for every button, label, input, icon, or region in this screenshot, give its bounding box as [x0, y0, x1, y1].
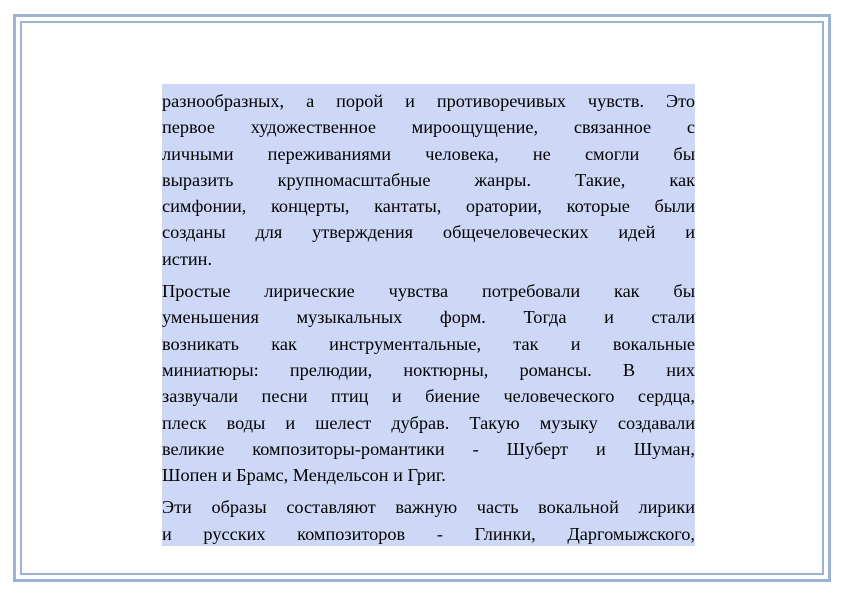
text-block: [162, 84, 695, 546]
text-line: возникать как инструментальные, так и вокальные: [162, 333, 695, 354]
text-line: разнообразных, а порой и противоречивых чувств. Это: [162, 91, 695, 111]
text-line: симфонии, концерты, кантаты, оратории, которые были: [162, 196, 695, 217]
text-line: истин.: [162, 248, 213, 269]
text-line: созданы для утверждения общечеловеческих идей и: [162, 222, 695, 243]
text-line: Эти образы составляют важную часть вокальной лирики: [162, 497, 695, 518]
text-line: уменьшения музыкальных форм. Тогда и стали: [162, 307, 695, 328]
text-line: выразить крупномасштабные жанры. Такие, как: [162, 169, 695, 190]
text-line: плеск воды и шелест дубрав. Такую музыку создавали: [162, 412, 695, 433]
text-line: и русских композиторов - Глинки, Даргомыжского,: [162, 523, 695, 544]
paragraph-2: [162, 272, 695, 488]
paragraph-3: [162, 488, 695, 546]
text-line: миниатюры: прелюдии, ноктюрны, романсы. В них: [162, 359, 695, 380]
text-line: личными переживаниями человека, не смогли бы: [162, 143, 695, 164]
text-line: Простые лирические чувства потребовали как бы: [162, 281, 695, 302]
paragraph-1: [162, 84, 695, 272]
text-line: Шопен и Брамс, Мендельсон и Григ.: [162, 465, 446, 486]
text-line: первое художественное мироощущение, связанное с: [162, 117, 695, 138]
text-line: великие композиторы-романтики - Шуберт и Шуман,: [162, 438, 695, 459]
text-line: зазвучали песни птиц и биение человеческого сердца,: [162, 386, 695, 407]
